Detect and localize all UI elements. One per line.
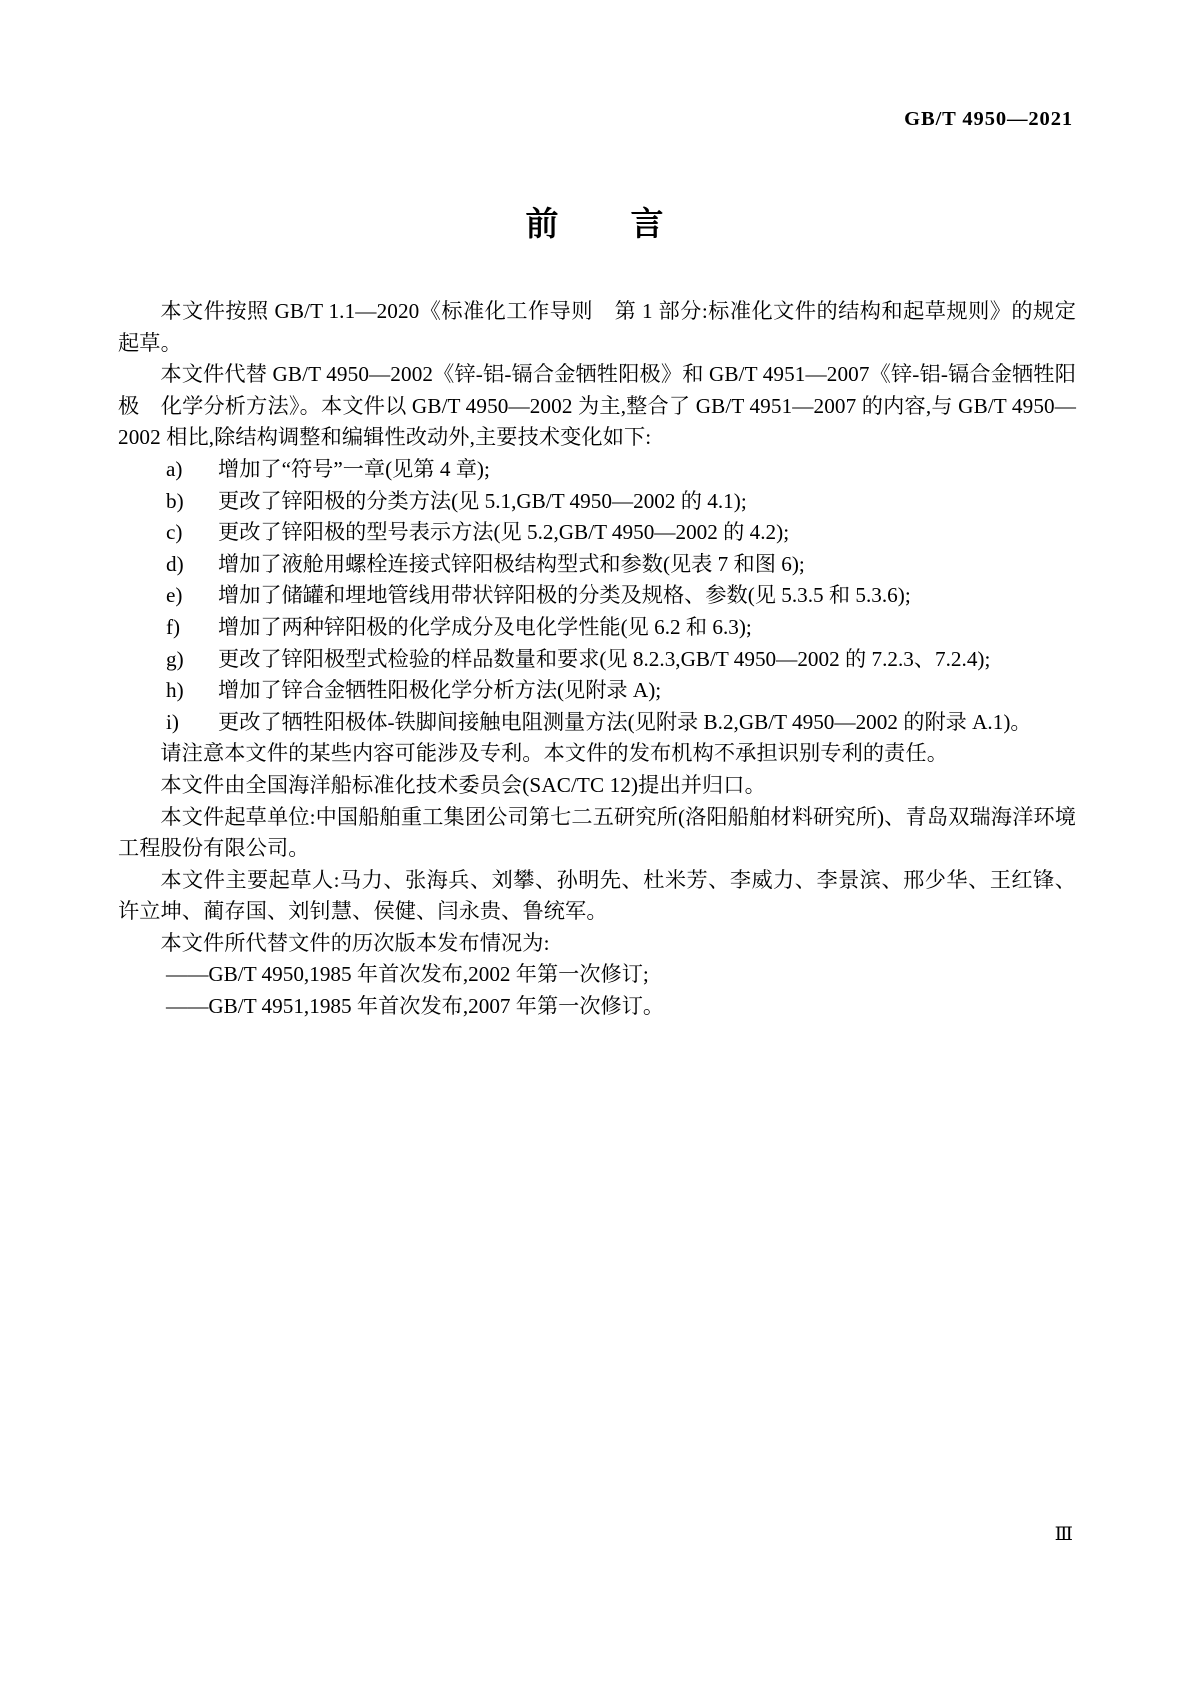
list-item-label: 增加了储罐和埋地管线用带状锌阳极的分类及规格、参数(见 5.3.5 和 5.3.6);: [218, 583, 911, 608]
list-item-label: 增加了液舱用螺栓连接式锌阳极结构型式和参数(见表 7 和图 6);: [218, 551, 805, 576]
paragraph-scope-basis: 本文件按照 GB/T 1.1—2020《标准化工作导则 第 1 部分:标准化文件的结构和起草规则》的规定起草。: [118, 299, 1076, 355]
list-item: [118, 644, 1076, 676]
list-item: [118, 612, 1076, 644]
document-body: [118, 296, 1076, 1023]
paragraph-replaces: 本文件代替 GB/T 4950—2002《锌-铝-镉合金牺牲阳极》和 GB/T 4951—2007《锌-铝-镉合金牺牲阳极 化学分析方法》。本文件以 GB/T 4950—2002 为主,整合了 GB/T 4951—2007 的内容,与 GB/T 4950—2002 相比,除结构调整和编辑性改动外,主要技术变化如下:: [118, 362, 1076, 450]
list-item-label: 更改了锌阳极型式检验的样品数量和要求(见 8.2.3,GB/T 4950—2002 的 7.2.3、7.2.4);: [218, 646, 991, 671]
list-item-label: 更改了牺牲阳极体-铁脚间接触电阻测量方法(见附录 B.2,GB/T 4950—2002 的附录 A.1)。: [218, 709, 1032, 734]
list-item-marker: e): [166, 583, 183, 608]
page-title: 前 言: [525, 204, 666, 243]
list-item-marker: b): [166, 488, 184, 513]
list-item: [118, 707, 1076, 739]
technical-changes-list: [118, 454, 1076, 738]
list-item: [118, 517, 1076, 549]
edition-history-entry: ——GB/T 4950,1985 年首次发布,2002 年第一次修订;: [166, 962, 649, 987]
list-item-label: 增加了锌合金牺牲阳极化学分析方法(见附录 A);: [218, 678, 662, 703]
paragraph-patent-notice: 请注意本文件的某些内容可能涉及专利。本文件的发布机构不承担识别专利的责任。: [160, 741, 949, 766]
list-item: [118, 675, 1076, 707]
page-number: Ⅲ: [1054, 1524, 1073, 1545]
paragraph-drafting-units: 本文件起草单位:中国船舶重工集团公司第七二五研究所(洛阳船舶材料研究所)、青岛双瑞海洋环境工程股份有限公司。: [118, 804, 1076, 861]
paragraph-main-drafters: 本文件主要起草人:马力、张海兵、刘攀、孙明先、杜米芳、李威力、李景滨、邢少华、王红锋、许立坤、蔺存国、刘钊慧、侯健、闫永贵、鲁统军。: [118, 867, 1076, 924]
paragraph-proposing-body: 本文件由全国海洋船标准化技术委员会(SAC/TC 12)提出并归口。: [160, 772, 766, 797]
list-item-label: 更改了锌阳极的型号表示方法(见 5.2,GB/T 4950—2002 的 4.2);: [218, 520, 790, 545]
list-item-label: 增加了“符号”一章(见第 4 章);: [218, 456, 490, 481]
list-item-label: 更改了锌阳极的分类方法(见 5.1,GB/T 4950—2002 的 4.1);: [218, 488, 747, 513]
list-item: [118, 580, 1076, 612]
edition-history-entry: ——GB/T 4951,1985 年首次发布,2007 年第一次修订。: [166, 994, 665, 1019]
standard-number: GB/T 4950—2021: [904, 108, 1073, 130]
list-item: [118, 454, 1076, 486]
list-item-marker: a): [166, 456, 183, 481]
list-item: [118, 486, 1076, 518]
list-item-marker: c): [166, 520, 183, 545]
list-item-marker: f): [166, 614, 181, 639]
page-header: [118, 108, 1073, 138]
list-item-marker: i): [166, 709, 179, 734]
list-item-label: 增加了两种锌阳极的化学成分及电化学性能(见 6.2 和 6.3);: [218, 614, 752, 639]
list-item-marker: h): [166, 678, 184, 703]
list-item-marker: d): [166, 551, 184, 576]
paragraph-edition-history-intro: 本文件所代替文件的历次版本发布情况为:: [160, 930, 550, 955]
list-item-marker: g): [166, 646, 184, 671]
list-item: [118, 549, 1076, 581]
